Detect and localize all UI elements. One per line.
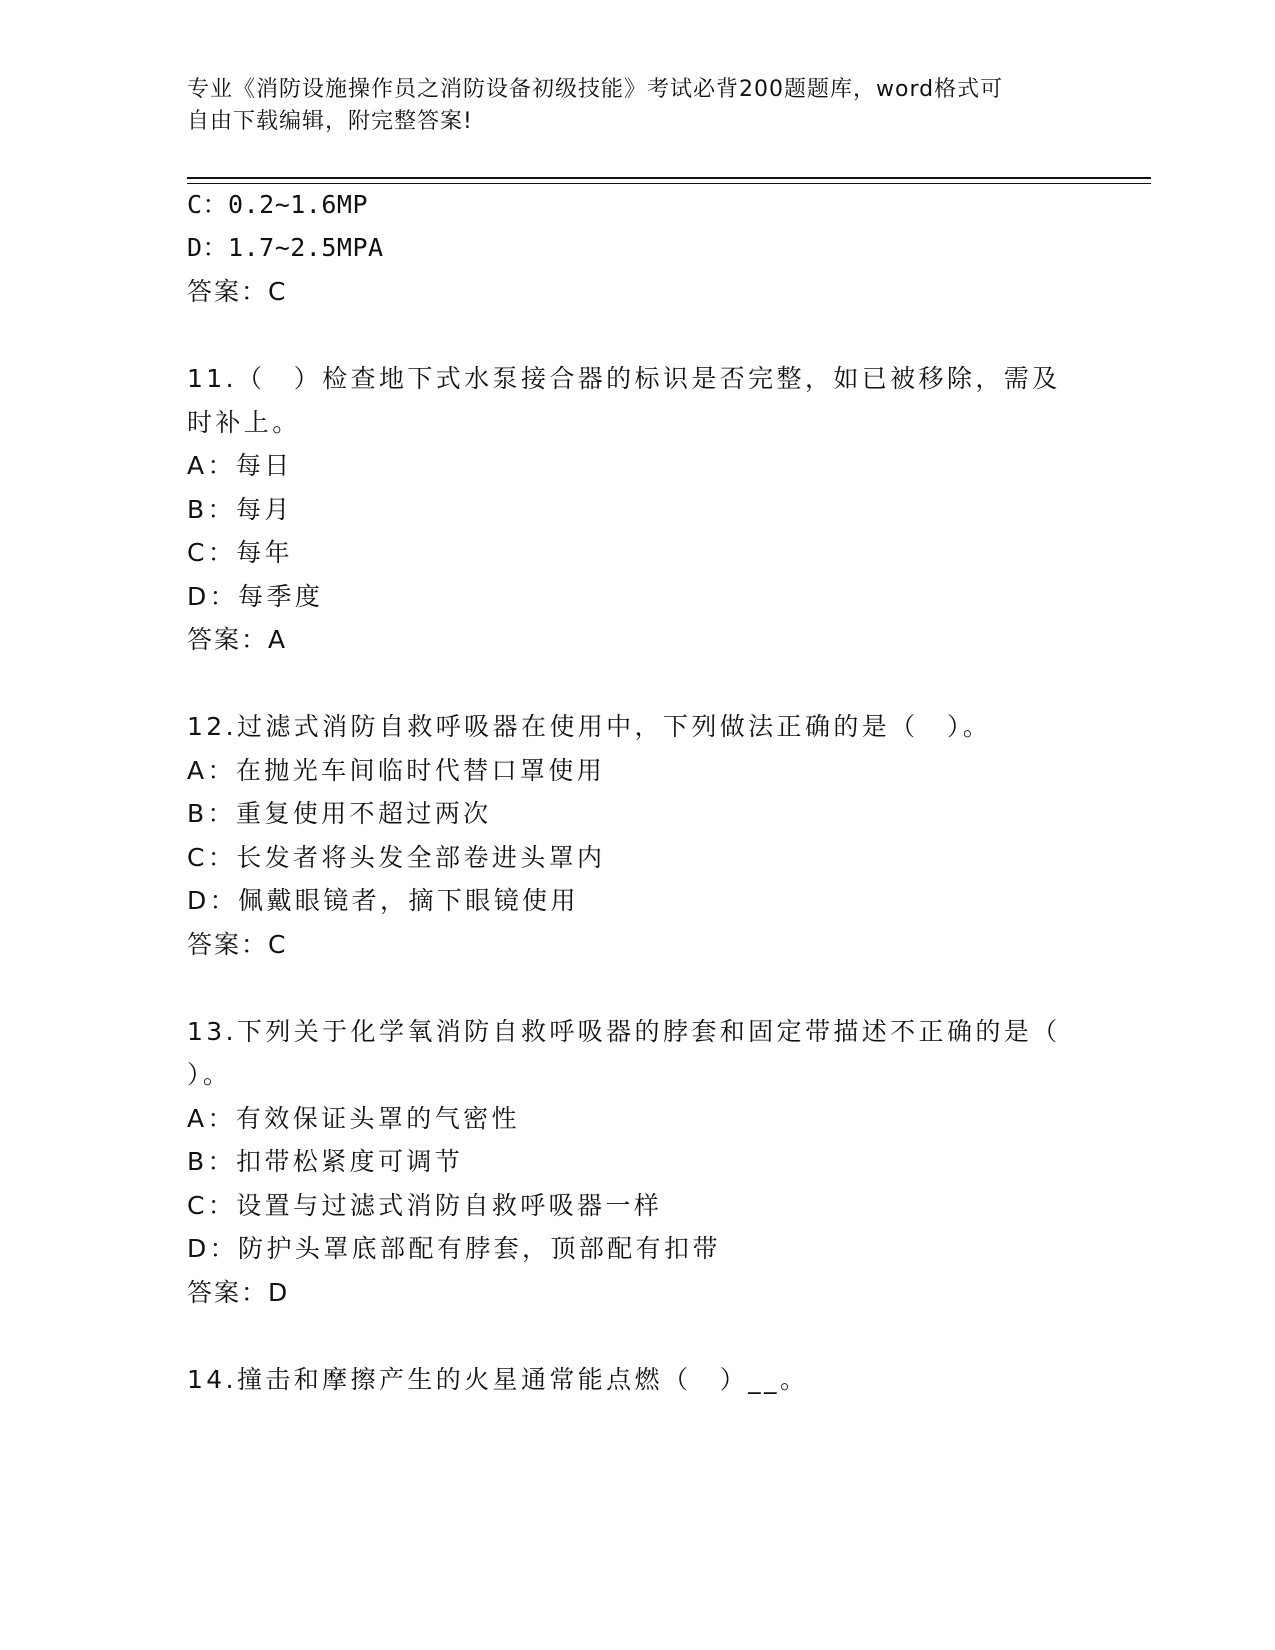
q13-option-d: D：防护头罩底部配有脖套，顶部配有扣带 — [187, 1234, 721, 1263]
q11-stem-line-2: 时补上。 — [187, 408, 301, 437]
header-line-2: 自由下载编辑，附完整答案! — [187, 109, 473, 134]
q12-answer: 答案：C — [187, 930, 288, 959]
q12-stem-line-1: 12.过滤式消防自救呼吸器在使用中，下列做法正确的是（ ）。 — [187, 712, 992, 741]
q13-option-b: B：扣带松紧度可调节 — [187, 1147, 464, 1176]
q11-stem-line-1: 11.（ ）检查地下式水泵接合器的标识是否完整，如已被移除，需及 — [187, 364, 1061, 393]
page-header — [187, 74, 1067, 138]
q13-stem-line-1: 13.下列关于化学氧消防自救呼吸器的脖套和固定带描述不正确的是（ — [187, 1017, 1061, 1046]
header-line-1: 专业《消防设施操作员之消防设备初级技能》考试必背200题题库，word格式可 — [187, 77, 1004, 102]
q10-option-d: D：1.7~2.5MPA — [187, 233, 384, 262]
q12-option-a: A：在抛光车间临时代替口罩使用 — [187, 756, 606, 785]
q11-answer: 答案：A — [187, 625, 288, 654]
q13-answer: 答案：D — [187, 1278, 290, 1307]
q13-stem-line-2: ）。 — [187, 1060, 232, 1089]
q14-stem-line-1: 14.撞击和摩擦产生的火星通常能点燃（ ）__。 — [187, 1365, 809, 1394]
q10-option-c: C：0.2~1.6MP — [187, 190, 369, 219]
header-rule-thick — [187, 177, 1151, 179]
header-rule-thin — [187, 183, 1151, 184]
q11-option-b: B：每月 — [187, 495, 293, 524]
q11-option-a: A：每日 — [187, 451, 293, 480]
q12-option-b: B：重复使用不超过两次 — [187, 799, 492, 828]
q11-option-d: D：每季度 — [187, 582, 324, 611]
q12-option-d: D：佩戴眼镜者，摘下眼镜使用 — [187, 886, 579, 915]
q12-option-c: C：长发者将头发全部卷进头罩内 — [187, 843, 606, 872]
q10-answer: 答案：C — [187, 277, 288, 306]
q13-option-c: C：设置与过滤式消防自救呼吸器一样 — [187, 1191, 663, 1220]
q13-option-a: A：有效保证头罩的气密性 — [187, 1104, 520, 1133]
q11-option-c: C：每年 — [187, 538, 294, 567]
